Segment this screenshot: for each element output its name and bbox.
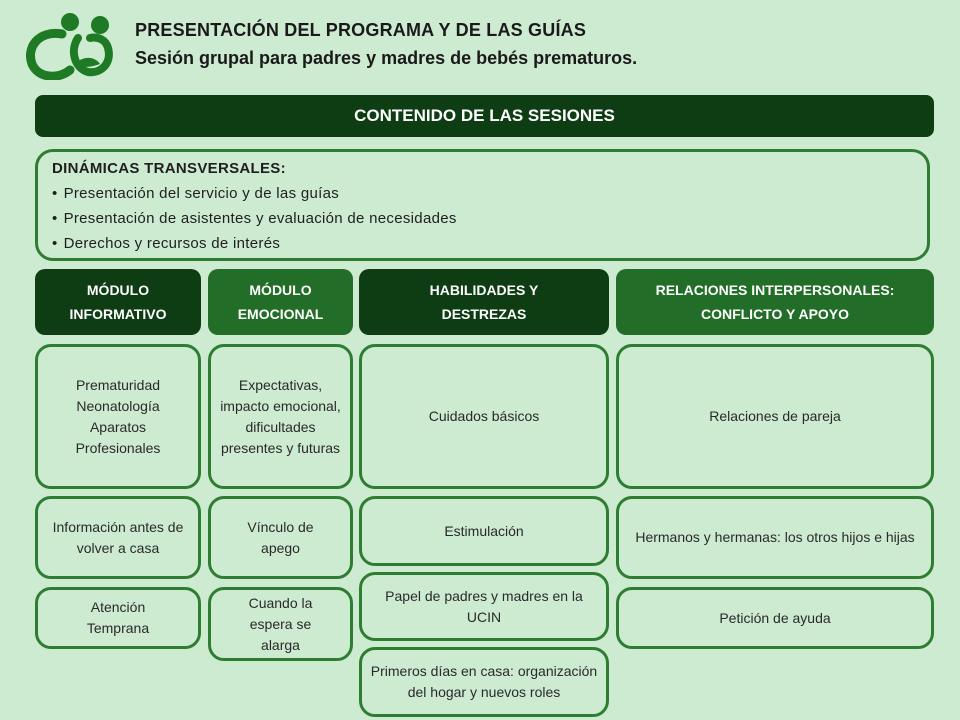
module-label: MÓDULO INFORMATIVO <box>69 282 167 322</box>
section-title-bar: CONTENIDO DE LAS SESIONES <box>35 95 934 137</box>
habilidades-box-3 <box>359 572 609 641</box>
topic-item: Información antes de volver a casa <box>52 518 184 556</box>
family-logo-icon <box>18 8 118 80</box>
topic-item: Vínculo de apego <box>247 518 314 556</box>
relaciones-box-3 <box>616 587 934 649</box>
topic-item: Neonatología <box>76 397 160 414</box>
transversal-heading: DINÁMICAS TRANSVERSALES: <box>52 160 286 177</box>
relaciones-box-2 <box>616 496 934 579</box>
module-informativo-header <box>35 269 201 335</box>
topic-item: Profesionales <box>75 439 161 456</box>
transversal-panel <box>35 149 930 261</box>
emocional-box-1 <box>208 344 353 489</box>
list-item: • Derechos y recursos de interés <box>52 231 913 256</box>
topic-item: Relaciones de pareja <box>709 408 841 424</box>
module-relaciones-header <box>616 269 934 335</box>
topic-item: Papel de padres y madres en la UCIN <box>385 587 583 625</box>
list-item: • Presentación de asistentes y evaluación de necesidades <box>52 206 913 231</box>
informativo-box-3 <box>35 587 201 649</box>
habilidades-box-2 <box>359 496 609 566</box>
module-label: HABILIDADES Y DESTREZAS <box>429 282 539 322</box>
page-subtitle: Sesión grupal para padres y madres de bebés prematuros. <box>135 48 638 68</box>
emocional-box-2 <box>208 496 353 579</box>
module-habilidades-header <box>359 269 609 335</box>
module-label: RELACIONES INTERPERSONALES: CONFLICTO Y APOYO <box>655 282 895 322</box>
habilidades-box-1 <box>359 344 609 489</box>
relaciones-box-1 <box>616 344 934 489</box>
page-title: PRESENTACIÓN DEL PROGRAMA Y DE LAS GUÍAS <box>135 20 587 40</box>
topic-item: Prematuridad <box>75 376 161 393</box>
transversal-list <box>52 181 913 256</box>
emocional-box-3 <box>208 587 353 661</box>
module-emocional-header <box>208 269 353 335</box>
habilidades-box-4 <box>359 647 609 717</box>
topic-item: Cuando la espera se alarga <box>248 594 313 653</box>
topic-item: Petición de ayuda <box>719 609 831 626</box>
topic-item: Expectativas, impacto emocional, dificultades presentes y futuras <box>220 376 341 456</box>
informativo-box-2 <box>35 496 201 579</box>
topic-item: Hermanos y hermanas: los otros hijos e hijas <box>635 529 915 545</box>
topic-item: Aparatos <box>89 418 147 435</box>
topic-item: Estimulación <box>444 522 524 539</box>
topic-item: Cuidados básicos <box>428 408 540 424</box>
module-label: MÓDULO EMOCIONAL <box>237 282 324 322</box>
list-item: • Presentación del servicio y de las guías <box>52 181 913 206</box>
informativo-topics-box <box>35 344 201 489</box>
topic-item: Atención Temprana <box>86 599 150 636</box>
topic-item: Primeros días en casa: organización del hogar y nuevos roles <box>370 663 598 700</box>
